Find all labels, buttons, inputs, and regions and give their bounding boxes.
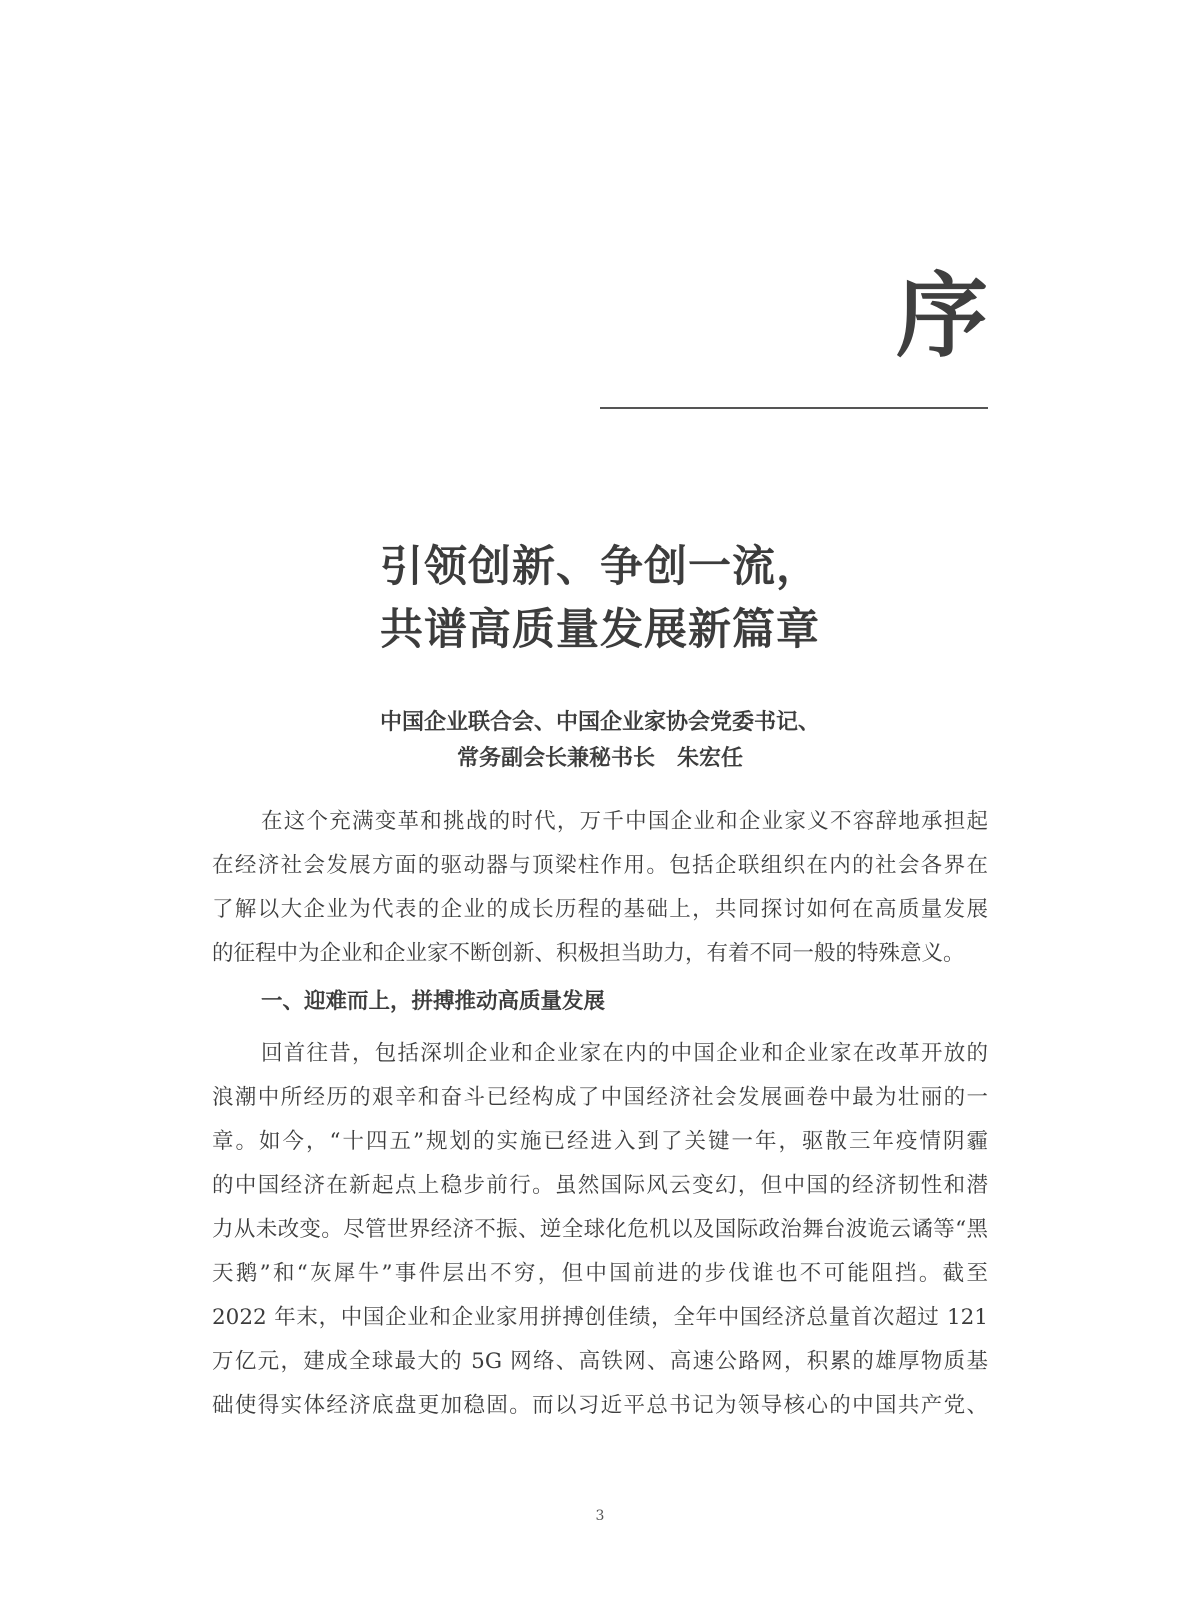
- body-line: 的征程中为企业和企业家不断创新、积极担当助力，有着不同一般的特殊意义。: [212, 941, 965, 966]
- title-line-1: 引领创新、争创一流，: [380, 542, 820, 592]
- body-line: 的中国经济在新起点上稳步前行。虽然国际风云变幻，但中国的经济韧性和潜: [212, 1173, 988, 1198]
- title-line-2: 共谱高质量发展新篇章: [380, 605, 820, 655]
- body-line: 天鹅”和“灰犀牛”事件层出不穷，但中国前进的步伐谁也不可能阻挡。截至: [212, 1261, 988, 1286]
- body-line: 础使得实体经济底盘更加稳固。而以习近平总书记为领导核心的中国共产党、: [212, 1393, 988, 1418]
- page-number: 3: [595, 1508, 605, 1524]
- body-line: 在这个充满变革和挑战的时代，万千中国企业和企业家义不容辞地承担起: [261, 809, 988, 834]
- body-line: 2022 年末，中国企业和企业家用拼搏创佳绩，全年中国经济总量首次超过 121: [212, 1305, 988, 1330]
- body-line: 在经济社会发展方面的驱动器与顶梁柱作用。包括企联组织在内的社会各界在: [212, 853, 988, 878]
- author-affiliation: 中国企业联合会、中国企业家协会党委书记、: [379, 710, 820, 735]
- section-heading: 一、迎难而上，拼搏推动高质量发展: [261, 989, 606, 1014]
- body-line: 回首往昔，包括深圳企业和企业家在内的中国企业和企业家在改革开放的: [261, 1041, 988, 1066]
- chapter-divider: [600, 407, 988, 409]
- body-line: 了解以大企业为代表的企业的成长历程的基础上，共同探讨如何在高质量发展: [212, 897, 988, 922]
- body-line: 浪潮中所经历的艰辛和奋斗已经构成了中国经济社会发展画卷中最为壮丽的一: [212, 1085, 988, 1110]
- body-line: 万亿元，建成全球最大的 5G 网络、高铁网、高速公路网，积累的雄厚物质基: [212, 1349, 988, 1374]
- author-title-name: 常务副会长兼秘书长 朱宏任: [456, 746, 743, 771]
- chapter-mark: 序: [895, 263, 988, 370]
- body-line: 力从未改变。尽管世界经济不振、逆全球化危机以及国际政治舞台波诡云谲等“黑: [212, 1217, 988, 1242]
- body-line: 章。如今，“十四五”规划的实施已经进入到了关键一年，驱散三年疫情阴霾: [212, 1129, 988, 1154]
